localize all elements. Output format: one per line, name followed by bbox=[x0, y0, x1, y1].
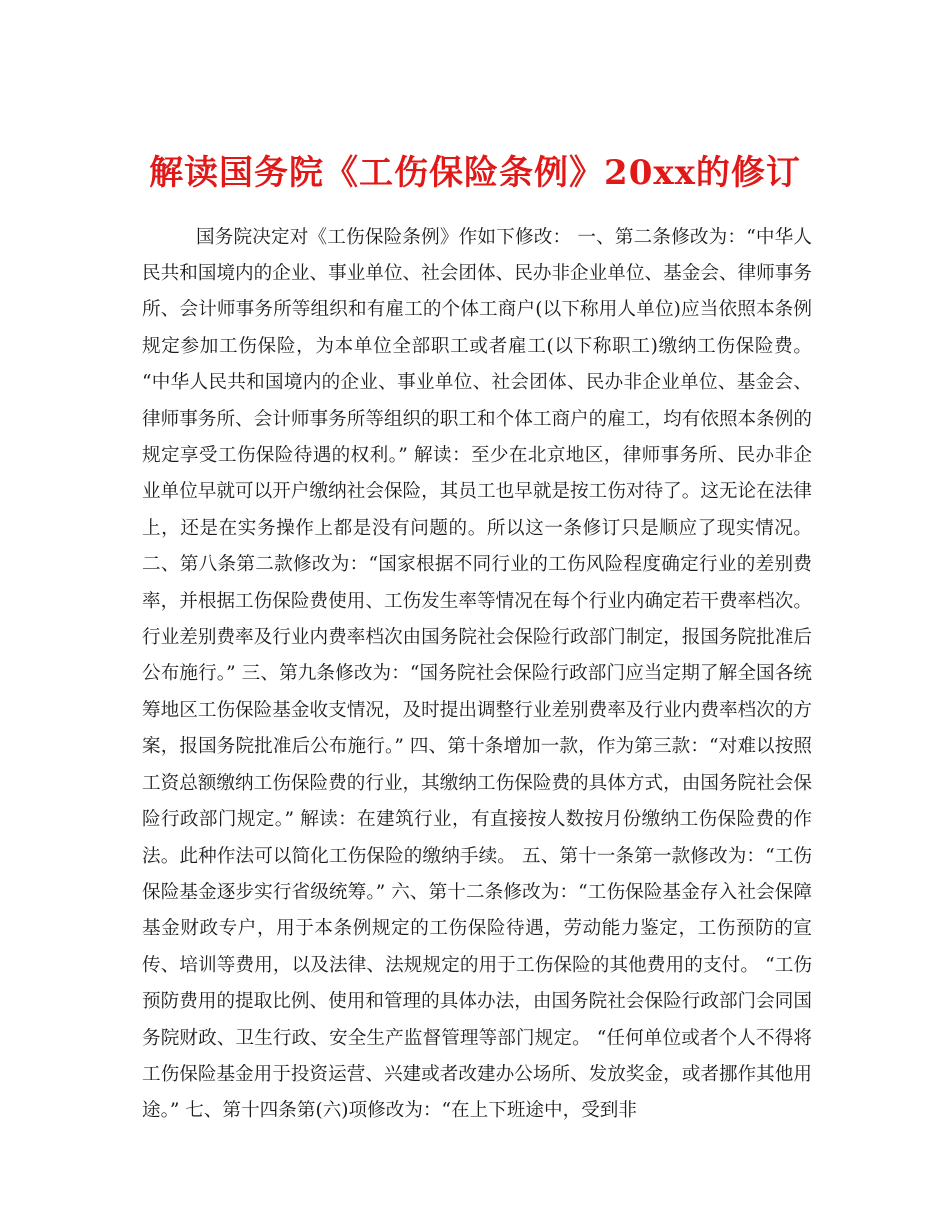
document-body-paragraph: 国务院决定对《工伤保险条例》作如下修改： 一、第二条修改为：“中华人民共和国境内的企业、事业单位、社会团体、民办非企业单位、基金会、律师事务所、会计师事务所等组织和有雇工的个体工商户(以下称用人单位)应当依照本条例规定参加工伤保险，为本单位全部职工或者雇工(以下称职工)缴纳工伤保险费。 “中华人民共和国境内的企业、事业单位、社会团体、民办非企业单位、基金会、律师事务所、会计师事务所等组织的职工和个体工商户的雇工，均有依照本条例的规定享受工伤保险待遇的权利。” 解读：至少在北京地区，律师事务所、民办非企业单位早就可以开户缴纳社会保险，其员工也早就是按工伤对待了。这无论在法律上，还是在实务操作上都是没有问题的。所以这一条修订只是顺应了现实情况。 二、第八条第二款修改为：“国家根据不同行业的工伤风险程度确定行业的差别费率，并根据工伤保险费使用、工伤发生率等情况在每个行业内确定若干费率档次。行业差别费率及行业内费率档次由国务院社会保险行政部门制定，报国务院批准后公布施行。” 三、第九条修改为：“国务院社会保险行政部门应当定期了解全国各统筹地区工伤保险基金收支情况，及时提出调整行业差别费率及行业内费率档次的方案，报国务院批准后公布施行。” 四、第十条增加一款，作为第三款：“对难以按照工资总额缴纳工伤保险费的行业，其缴纳工伤保险费的具体方式，由国务院社会保险行政部门规定。” 解读：在建筑行业，有直接按人数按月份缴纳工伤保险费的作法。此种作法可以简化工伤保险的缴纳手续。 五、第十一条第一款修改为：“工伤保险基金逐步实行省级统筹。” 六、第十二条修改为：“工伤保险基金存入社会保障基金财政专户，用于本条例规定的工伤保险待遇，劳动能力鉴定，工伤预防的宣传、培训等费用，以及法律、法规规定的用于工伤保险的其他费用的支付。 “工伤预防费用的提取比例、使用和管理的具体办法，由国务院社会保险行政部门会同国务院财政、卫生行政、安全生产监督管理等部门规定。 “任何单位或者个人不得将工伤保险基金用于投资运营、兴建或者改建办公场所、发放奖金，或者挪作其他用途。” 七、第十四条第(六)项修改为：“在上下班途中，受到非 bbox=[142, 226, 812, 1122]
document-title: 解读国务院《工伤保险条例》20xx的修订 bbox=[149, 152, 801, 193]
